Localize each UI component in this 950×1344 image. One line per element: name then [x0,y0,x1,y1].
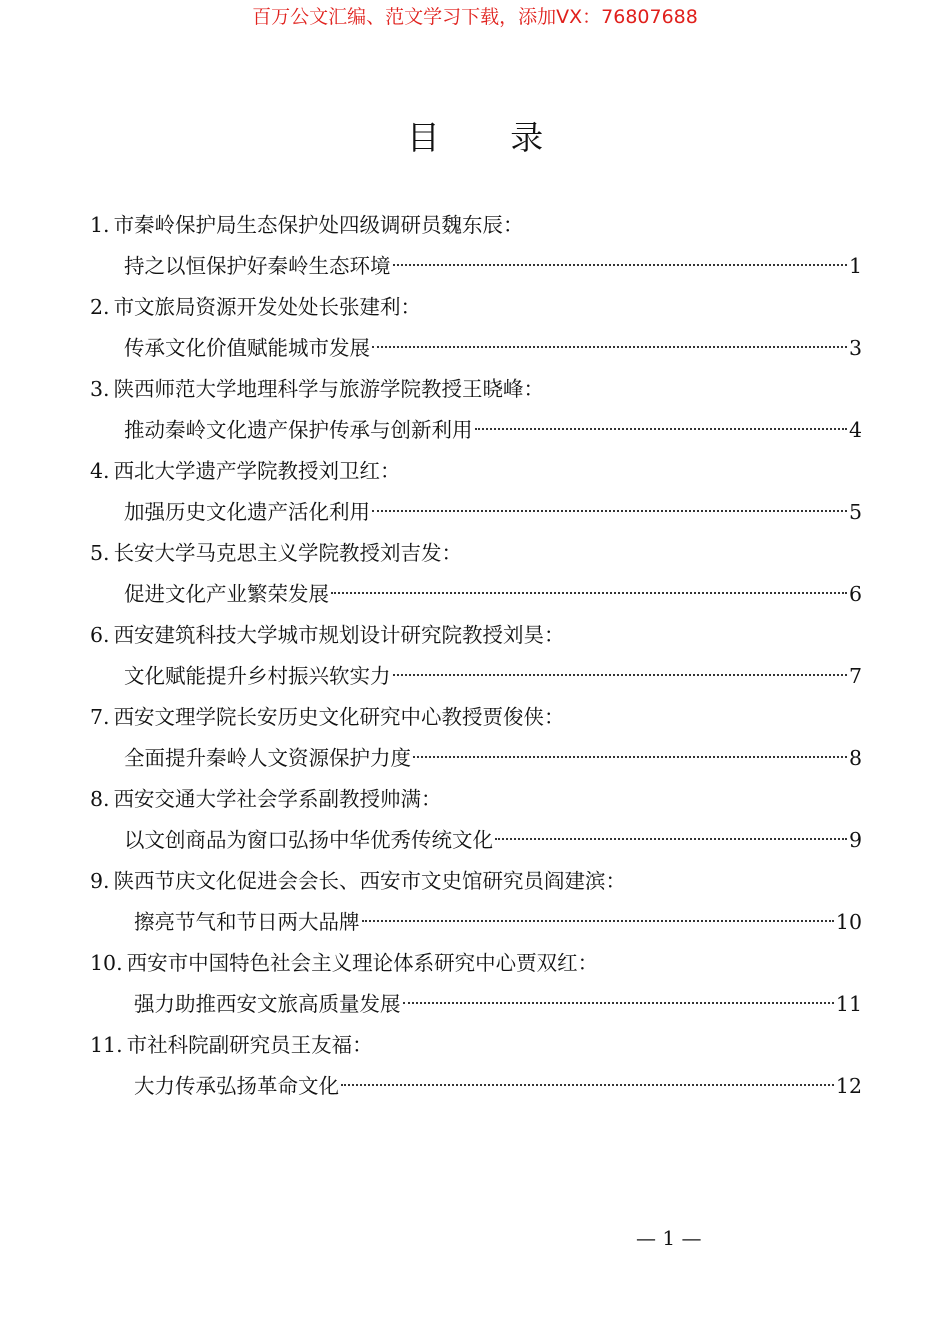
toc-entry-author: 陕西节庆文化促进会会长、西安市文史馆研究员阎建滨： [113,869,627,893]
toc-entry-number: 8. [90,787,110,811]
toc-entry-page: 4 [848,418,862,442]
toc-entry-page: 6 [848,582,862,606]
toc-entry-number: 2. [90,295,110,319]
toc-entry-number: 9. [90,869,110,893]
toc-entry-number: 11. [90,1033,123,1057]
toc-entry-number: 4. [90,459,110,483]
toc-entry-title-line [124,247,862,285]
toc-entry-author: 市秦岭保护局生态保护处四级调研员魏东辰： [113,213,524,237]
toc-entry-heading [90,534,462,572]
toc-entry-heading [90,206,524,244]
toc-entry-author: 市文旅局资源开发处处长张建利： [113,295,422,319]
toc-entry-number: 7. [90,705,110,729]
toc-entry-title: 擦亮节气和节日两大品牌 [134,910,360,934]
toc-entry-title: 加强历史文化遗产活化利用 [124,500,370,524]
toc-entry-author: 西安建筑科技大学城市规划设计研究院教授刘昊： [113,623,565,647]
toc-entry-page: 3 [848,336,862,360]
toc-entry-number: 3. [90,377,110,401]
toc-entry-heading [90,698,565,736]
toc-entry-page: 1 [848,254,862,278]
toc-entry-heading [90,780,442,818]
toc-entry-author: 西北大学遗产学院教授刘卫红： [113,459,401,483]
toc-entry [90,1026,862,1190]
dot-leader [341,1084,834,1086]
dot-leader [372,510,847,512]
toc-entry-heading [90,944,598,982]
toc-entry-page: 9 [848,828,862,852]
dot-leader [475,428,847,430]
toc-entry-title-line [124,739,862,777]
dot-leader [372,346,847,348]
toc-entry-title-line [124,657,862,695]
toc-entry-title-line [124,821,862,859]
toc-entry-title-line [134,1067,862,1105]
toc-entry-title-line [124,575,862,613]
toc-entry-title: 以文创商品为窗口弘扬中华优秀传统文化 [124,828,493,852]
toc-entry-title: 传承文化价值赋能城市发展 [124,336,370,360]
toc-entry-page: 12 [835,1074,862,1098]
toc-entry-title-line [134,985,862,1023]
dot-leader [331,592,847,594]
page-title: 目 录 [406,118,574,157]
toc-entry-title: 全面提升秦岭人文资源保护力度 [124,746,411,770]
toc-entry-heading [90,288,421,326]
toc-entry-number: 10. [90,951,123,975]
toc-entry-title-line [134,903,862,941]
toc-entry-heading [90,1026,373,1064]
toc-entry-heading [90,370,544,408]
toc-entry-heading [90,862,626,900]
toc-entry-heading [90,452,401,490]
toc-entry-author: 长安大学马克思主义学院教授刘吉发： [113,541,463,565]
toc-entry-number: 5. [90,541,110,565]
toc-entry-page: 8 [848,746,862,770]
toc-entry-heading [90,616,565,654]
toc-entry-page: 10 [835,910,862,934]
toc-entry-title: 大力传承弘扬革命文化 [134,1074,339,1098]
toc-entry-title: 促进文化产业繁荣发展 [124,582,329,606]
watermark-banner: 百万公文汇编、范文学习下载，添加VX：76807688 [252,6,698,28]
toc-entry-number: 6. [90,623,110,647]
page-number-footer: — 1 — [636,1226,702,1250]
toc-entry-author: 市社科院副研究员王友福： [126,1033,373,1057]
toc-entry-page: 11 [835,992,862,1016]
toc-entry-number: 1. [90,213,110,237]
toc-entry-page: 7 [848,664,862,688]
dot-leader [403,1002,834,1004]
toc-entry-author: 陕西师范大学地理科学与旅游学院教授王晓峰： [113,377,545,401]
toc-entry-author: 西安交通大学社会学系副教授帅满： [113,787,442,811]
toc-entry-author: 西安市中国特色社会主义理论体系研究中心贾双红： [126,951,599,975]
dot-leader [495,838,847,840]
toc-entry-title-line [124,411,862,449]
toc-entry-title-line [124,493,862,531]
toc-entry-title: 持之以恒保护好秦岭生态环境 [124,254,391,278]
toc-entry-page: 5 [848,500,862,524]
toc-entry-title-line [124,329,862,367]
dot-leader [393,264,847,266]
toc-entry-title: 强力助推西安文旅高质量发展 [134,992,401,1016]
dot-leader [362,920,834,922]
toc-entry-title: 推动秦岭文化遗产保护传承与创新利用 [124,418,473,442]
dot-leader [413,756,847,758]
dot-leader [393,674,847,676]
toc-entry-author: 西安文理学院长安历史文化研究中心教授贾俊侠： [113,705,565,729]
toc-entry-title: 文化赋能提升乡村振兴软实力 [124,664,391,688]
table-of-contents [90,206,862,1098]
